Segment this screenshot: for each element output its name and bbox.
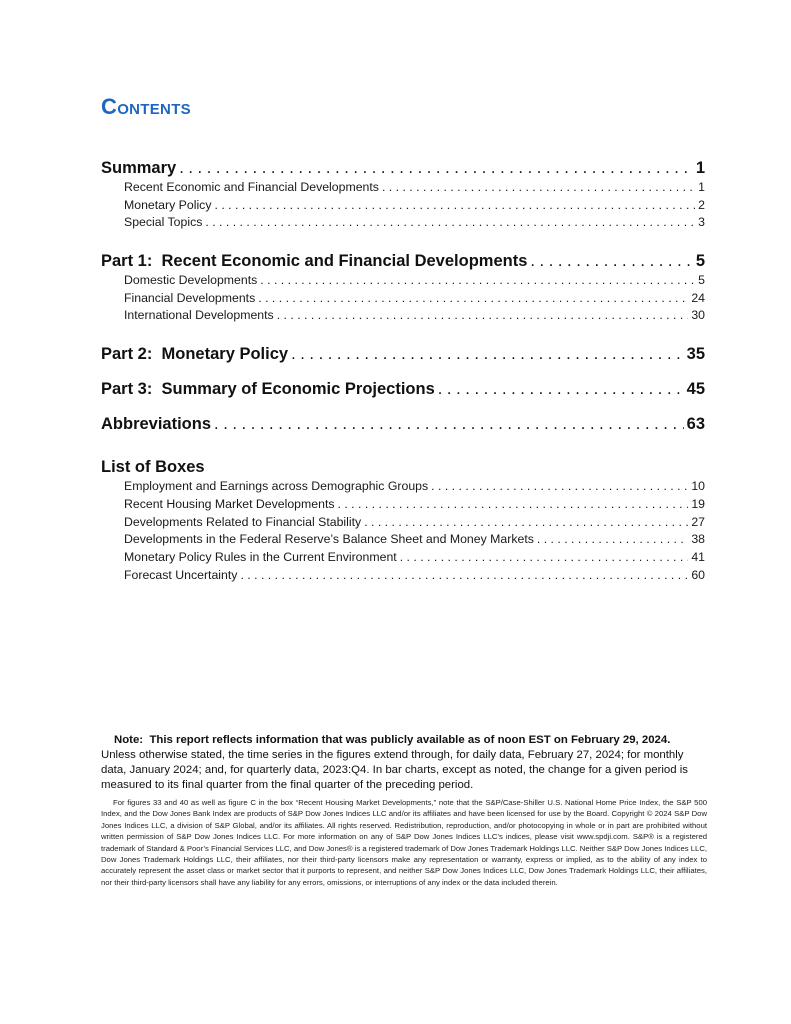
leader-dots — [382, 179, 695, 197]
copyright-fine-print — [101, 797, 707, 888]
toc-subentry[interactable] — [101, 179, 705, 197]
toc-subentry-title: Domestic Developments — [124, 273, 258, 288]
toc-entry-summary[interactable] — [101, 157, 705, 179]
leader-dots — [205, 214, 695, 232]
toc-subentry[interactable] — [101, 197, 705, 215]
box-entry-title: Monetary Policy Rules in the Current Environment — [124, 549, 397, 564]
leader-dots — [537, 531, 688, 549]
leader-dots — [214, 413, 684, 435]
toc-subentry[interactable] — [101, 307, 705, 325]
toc-subentry[interactable] — [101, 272, 705, 290]
leader-dots — [240, 567, 688, 585]
leader-dots — [258, 290, 688, 308]
box-entry-title: Recent Housing Market Developments — [124, 496, 335, 511]
note-emphasis: This report reflects information that was publicly available as of noon EST on February 29, 2024. — [149, 734, 671, 746]
toc-subentry-title: Special Topics — [124, 215, 203, 230]
box-entry-page: 60 — [691, 567, 705, 582]
box-entry-page: 41 — [691, 549, 705, 564]
leader-dots — [214, 197, 695, 215]
note-lead — [101, 733, 705, 748]
toc-entry-page: 5 — [695, 252, 705, 271]
box-entry-title: Forecast Uncertainty — [124, 567, 238, 582]
box-entry-page: 38 — [691, 532, 705, 547]
toc-entry-page: 63 — [686, 415, 705, 434]
toc-entry-page: 45 — [686, 380, 705, 399]
toc-entry-title: Summary — [101, 159, 177, 177]
toc-entry-part2[interactable] — [101, 343, 705, 365]
box-entry[interactable] — [101, 496, 705, 514]
toc-entry-part3[interactable] — [101, 378, 705, 400]
report-note — [101, 733, 705, 793]
box-entry-title: Employment and Earnings across Demographic Groups — [124, 479, 429, 494]
leader-dots — [291, 343, 684, 365]
toc-entry-title: Part 3: Summary of Economic Projections — [101, 380, 435, 399]
box-entry[interactable] — [101, 567, 705, 585]
toc-entry-page: 1 — [695, 159, 705, 177]
toc-subentry-page: 24 — [691, 290, 705, 305]
box-entry-page: 27 — [691, 514, 705, 529]
box-entry[interactable] — [101, 531, 705, 549]
leader-dots — [338, 496, 689, 514]
note-label: Note: — [114, 734, 144, 746]
toc-subentry-title: International Developments — [124, 308, 274, 323]
leader-dots — [530, 250, 692, 272]
list-of-boxes-heading: List of Boxes — [101, 458, 205, 477]
toc-entry-part1[interactable] — [101, 250, 705, 272]
toc-entry-title: Abbreviations — [101, 415, 212, 434]
toc-subentry-title: Financial Developments — [124, 290, 256, 305]
toc-subentry[interactable] — [101, 214, 705, 232]
leader-dots — [438, 378, 684, 400]
box-entry-title: Developments Related to Financial Stability — [124, 514, 362, 529]
table-of-contents — [101, 157, 705, 584]
toc-subentry-page: 5 — [698, 273, 705, 288]
box-entry[interactable] — [101, 514, 705, 532]
leader-dots — [364, 514, 688, 532]
toc-subentry-page: 3 — [698, 215, 705, 230]
toc-entry-title: Part 2: Monetary Policy — [101, 345, 289, 364]
leader-dots — [431, 478, 688, 496]
box-entry-title: Developments in the Federal Reserve’s Balance Sheet and Money Markets — [124, 532, 534, 547]
toc-subentry-page: 2 — [698, 197, 705, 212]
toc-subentry-title: Recent Economic and Financial Developments — [124, 180, 379, 194]
leader-dots — [260, 272, 695, 290]
box-entry[interactable] — [101, 549, 705, 567]
toc-subentry-page: 30 — [691, 308, 705, 323]
box-entry-page: 19 — [691, 496, 705, 511]
toc-subentry[interactable] — [101, 290, 705, 308]
toc-subentry-title: Monetary Policy — [124, 197, 212, 212]
box-entry-page: 10 — [691, 479, 705, 494]
toc-entry-title: Part 1: Recent Economic and Financial Developments — [101, 252, 528, 271]
box-entry[interactable] — [101, 478, 705, 496]
page-title: Contents — [101, 94, 191, 119]
note-body: Unless otherwise stated, the time series in the figures extend through, for daily data, February 27, 2024; for monthly data, January 2024; and, for quarterly data, 2023:Q4. In bar charts, except as noted, the change for a given period is measured to its final quarter from the final quarter of the preceding period. — [101, 749, 688, 791]
toc-subentry-page: 1 — [698, 180, 705, 194]
leader-dots — [400, 549, 689, 567]
leader-dots — [277, 307, 689, 325]
toc-entry-page: 35 — [686, 345, 705, 364]
leader-dots — [179, 157, 693, 179]
fine-print-text: For figures 33 and 40 as well as figure C in the box “Recent Housing Market Developments,” note that the S&P/Case-Shiller U.S. National Home Price Index, the S&P 500 Index, and the Dow Jones Bank Index are products of S&P Dow Jones Indices LLC and/or its affiliates and have been licensed for use by the Board. Copyright © 2024 S&P Dow Jones Indices LLC, a division of S&P Global, and/or its affiliates. All rights reserved. Redistribution, reproduction, and/or photocopying in whole or in part are prohibited without written permission of S&P Dow Jones Indices LLC. For more information on any of S&P Dow Jones Indices LLC’s indices, please visit www.spdji.com. S&P® is a registered trademark of Standard & Poor’s Financial Services LLC, and Dow Jones® is a registered trademark of Dow Jones Trademark Holdings LLC. Neither S&P Dow Jones Indices LLC, Dow Jones Trademark Holdings LLC, their affiliates, nor their third-party licensors make any representation or warranty, express or implied, as to the ability of any index to accurately represent the asset class or market sector that it purports to represent, and neither S&P Dow Jones Indices LLC, Dow Jones Trademark Holdings LLC, their affiliates, nor their third-party licensors shall have any liability for any errors, omissions, or interruptions of any index or the data included therein. — [101, 798, 708, 887]
toc-entry-abbreviations[interactable] — [101, 413, 705, 435]
